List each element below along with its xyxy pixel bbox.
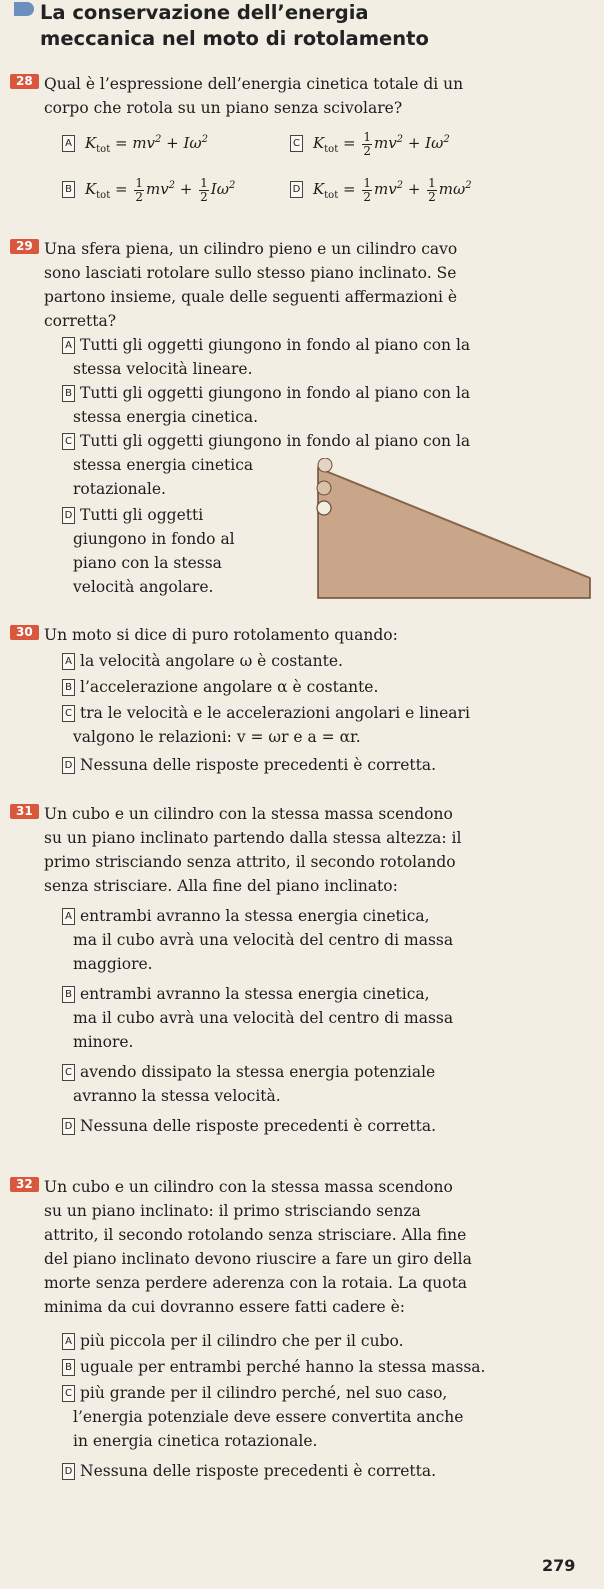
page-number: 279 [542, 1556, 576, 1575]
option-b[interactable]: B l’accelerazione angolare α è costante. [62, 675, 594, 699]
option-d[interactable]: D Tutti gli oggetti giungono in fondo al piano con la stessa velocità angolare. [62, 503, 312, 599]
option-d[interactable] [290, 174, 590, 208]
question-text: Una sfera piena, un cilindro pieno e un cilindro cavo sono lasciati rotolare sullo stesso piano inclinato. Se partono insieme, quale delle seguenti affermazioni è corretta? [44, 240, 458, 330]
option-b[interactable]: B uguale per entrambi perché hanno la stessa massa. [62, 1355, 594, 1379]
option-d[interactable]: D Nessuna delle risposte precedenti è corretta. [62, 1459, 594, 1483]
question-number: 29 [10, 239, 39, 254]
option-c[interactable]: C più grande per il cilindro perché, nel suo caso, l’energia potenziale deve essere convertita anche in energia cinetica rotazionale. [62, 1381, 594, 1453]
option-letter: C [62, 705, 75, 722]
option-letter: A [62, 908, 75, 925]
question-number: 32 [10, 1177, 39, 1192]
option-a[interactable]: A entrambi avranno la stessa energia cinetica, ma il cubo avrà una velocità del centro di massa maggiore. [62, 904, 594, 976]
inclined-plane [318, 468, 590, 598]
option-letter: C [62, 1064, 75, 1081]
option-c[interactable]: C avendo dissipato la stessa energia potenziale avranno la stessa velocità. [62, 1060, 594, 1108]
option-a[interactable]: A Tutti gli oggetti giungono in fondo al piano con la stessa velocità lineare. [62, 333, 594, 381]
hollow-cylinder-icon [317, 501, 331, 515]
section-title: La conservazione dell’energia meccanica nel moto di rotolamento [40, 1, 429, 50]
option-letter: B [62, 181, 75, 198]
option-letter: B [62, 679, 75, 696]
option-a[interactable] [62, 128, 292, 162]
option-letter: A [62, 337, 75, 354]
option-d[interactable]: D Nessuna delle risposte precedenti è corretta. [62, 753, 594, 777]
option-c[interactable] [290, 128, 590, 162]
formula: $K_{tot} = mv^2 + I\omega^2$ [84, 134, 209, 155]
option-c[interactable]: C Tutti gli oggetti giungono in fondo al piano con la stessa energia cinetica rotazionale. [62, 429, 594, 501]
option-letter: D [62, 1463, 75, 1480]
option-a[interactable]: A più piccola per il cilindro che per il cubo. [62, 1329, 594, 1353]
formula: $K_{tot}$ = $\frac{1}{2}$ $mv^2$ + $\frac{1}{2}$ $I\omega^2$ [84, 175, 236, 204]
option-letter: A [62, 653, 75, 670]
option-letter: B [62, 1359, 75, 1376]
option-b[interactable]: B Tutti gli oggetti giungono in fondo al piano con la stessa energia cinetica. [62, 381, 594, 429]
question-number: 28 [10, 74, 39, 89]
option-letter: D [62, 1118, 75, 1135]
solid-cylinder-icon [317, 481, 331, 495]
option-a[interactable]: A la velocità angolare ω è costante. [62, 649, 594, 673]
formula: $K_{tot}$ = $\frac{1}{2}$ $mv^2 + I\omega^2$ [312, 129, 450, 158]
option-letter: D [62, 507, 75, 524]
inclined-plane-illustration [316, 458, 596, 608]
option-letter: C [290, 135, 303, 152]
question-text: Un moto si dice di puro rotolamento quando: [44, 626, 398, 644]
solid-sphere-icon [318, 458, 332, 472]
question-number: 31 [10, 804, 39, 819]
option-letter: C [62, 433, 75, 450]
question-text: Un cubo e un cilindro con la stessa massa scendono su un piano inclinato: il primo strisciando senza attrito, il secondo rotolando senza strisciare. Alla fine del piano inclinato devono riuscire a fare un giro della morte senza perdere aderenza con la rotaia. La quota minima da cui dovranno essere fatti cadere è: [44, 1178, 472, 1316]
formula: $K_{tot}$ = $\frac{1}{2}$ $mv^2$ + $\frac{1}{2}$ $m\omega^2$ [312, 175, 472, 204]
option-letter: A [62, 1333, 75, 1350]
option-d[interactable]: D Nessuna delle risposte precedenti è corretta. [62, 1114, 594, 1138]
question-number: 30 [10, 625, 39, 640]
option-b[interactable] [62, 174, 292, 208]
option-c[interactable]: C tra le velocità e le accelerazioni angolari e lineari valgono le relazioni: v = ωr e a = αr. [62, 701, 594, 749]
option-letter: D [290, 181, 303, 198]
question-text: Un cubo e un cilindro con la stessa massa scendono su un piano inclinato partendo dalla stessa altezza: il primo strisciando senza attrito, il secondo rotolando senza strisciare. Alla fine del piano inclinato: [44, 805, 462, 895]
option-letter: C [62, 1385, 75, 1402]
question-text: Qual è l’espressione dell’energia cinetica totale di un corpo che rotola su un piano senza scivolare? [44, 75, 464, 117]
section-header [0, 0, 604, 58]
option-b[interactable]: B entrambi avranno la stessa energia cinetica, ma il cubo avrà una velocità del centro di massa minore. [62, 982, 594, 1054]
option-letter: D [62, 757, 75, 774]
option-letter: B [62, 385, 75, 402]
option-letter: A [62, 135, 75, 152]
section-marker-icon [14, 2, 34, 16]
option-letter: B [62, 986, 75, 1003]
